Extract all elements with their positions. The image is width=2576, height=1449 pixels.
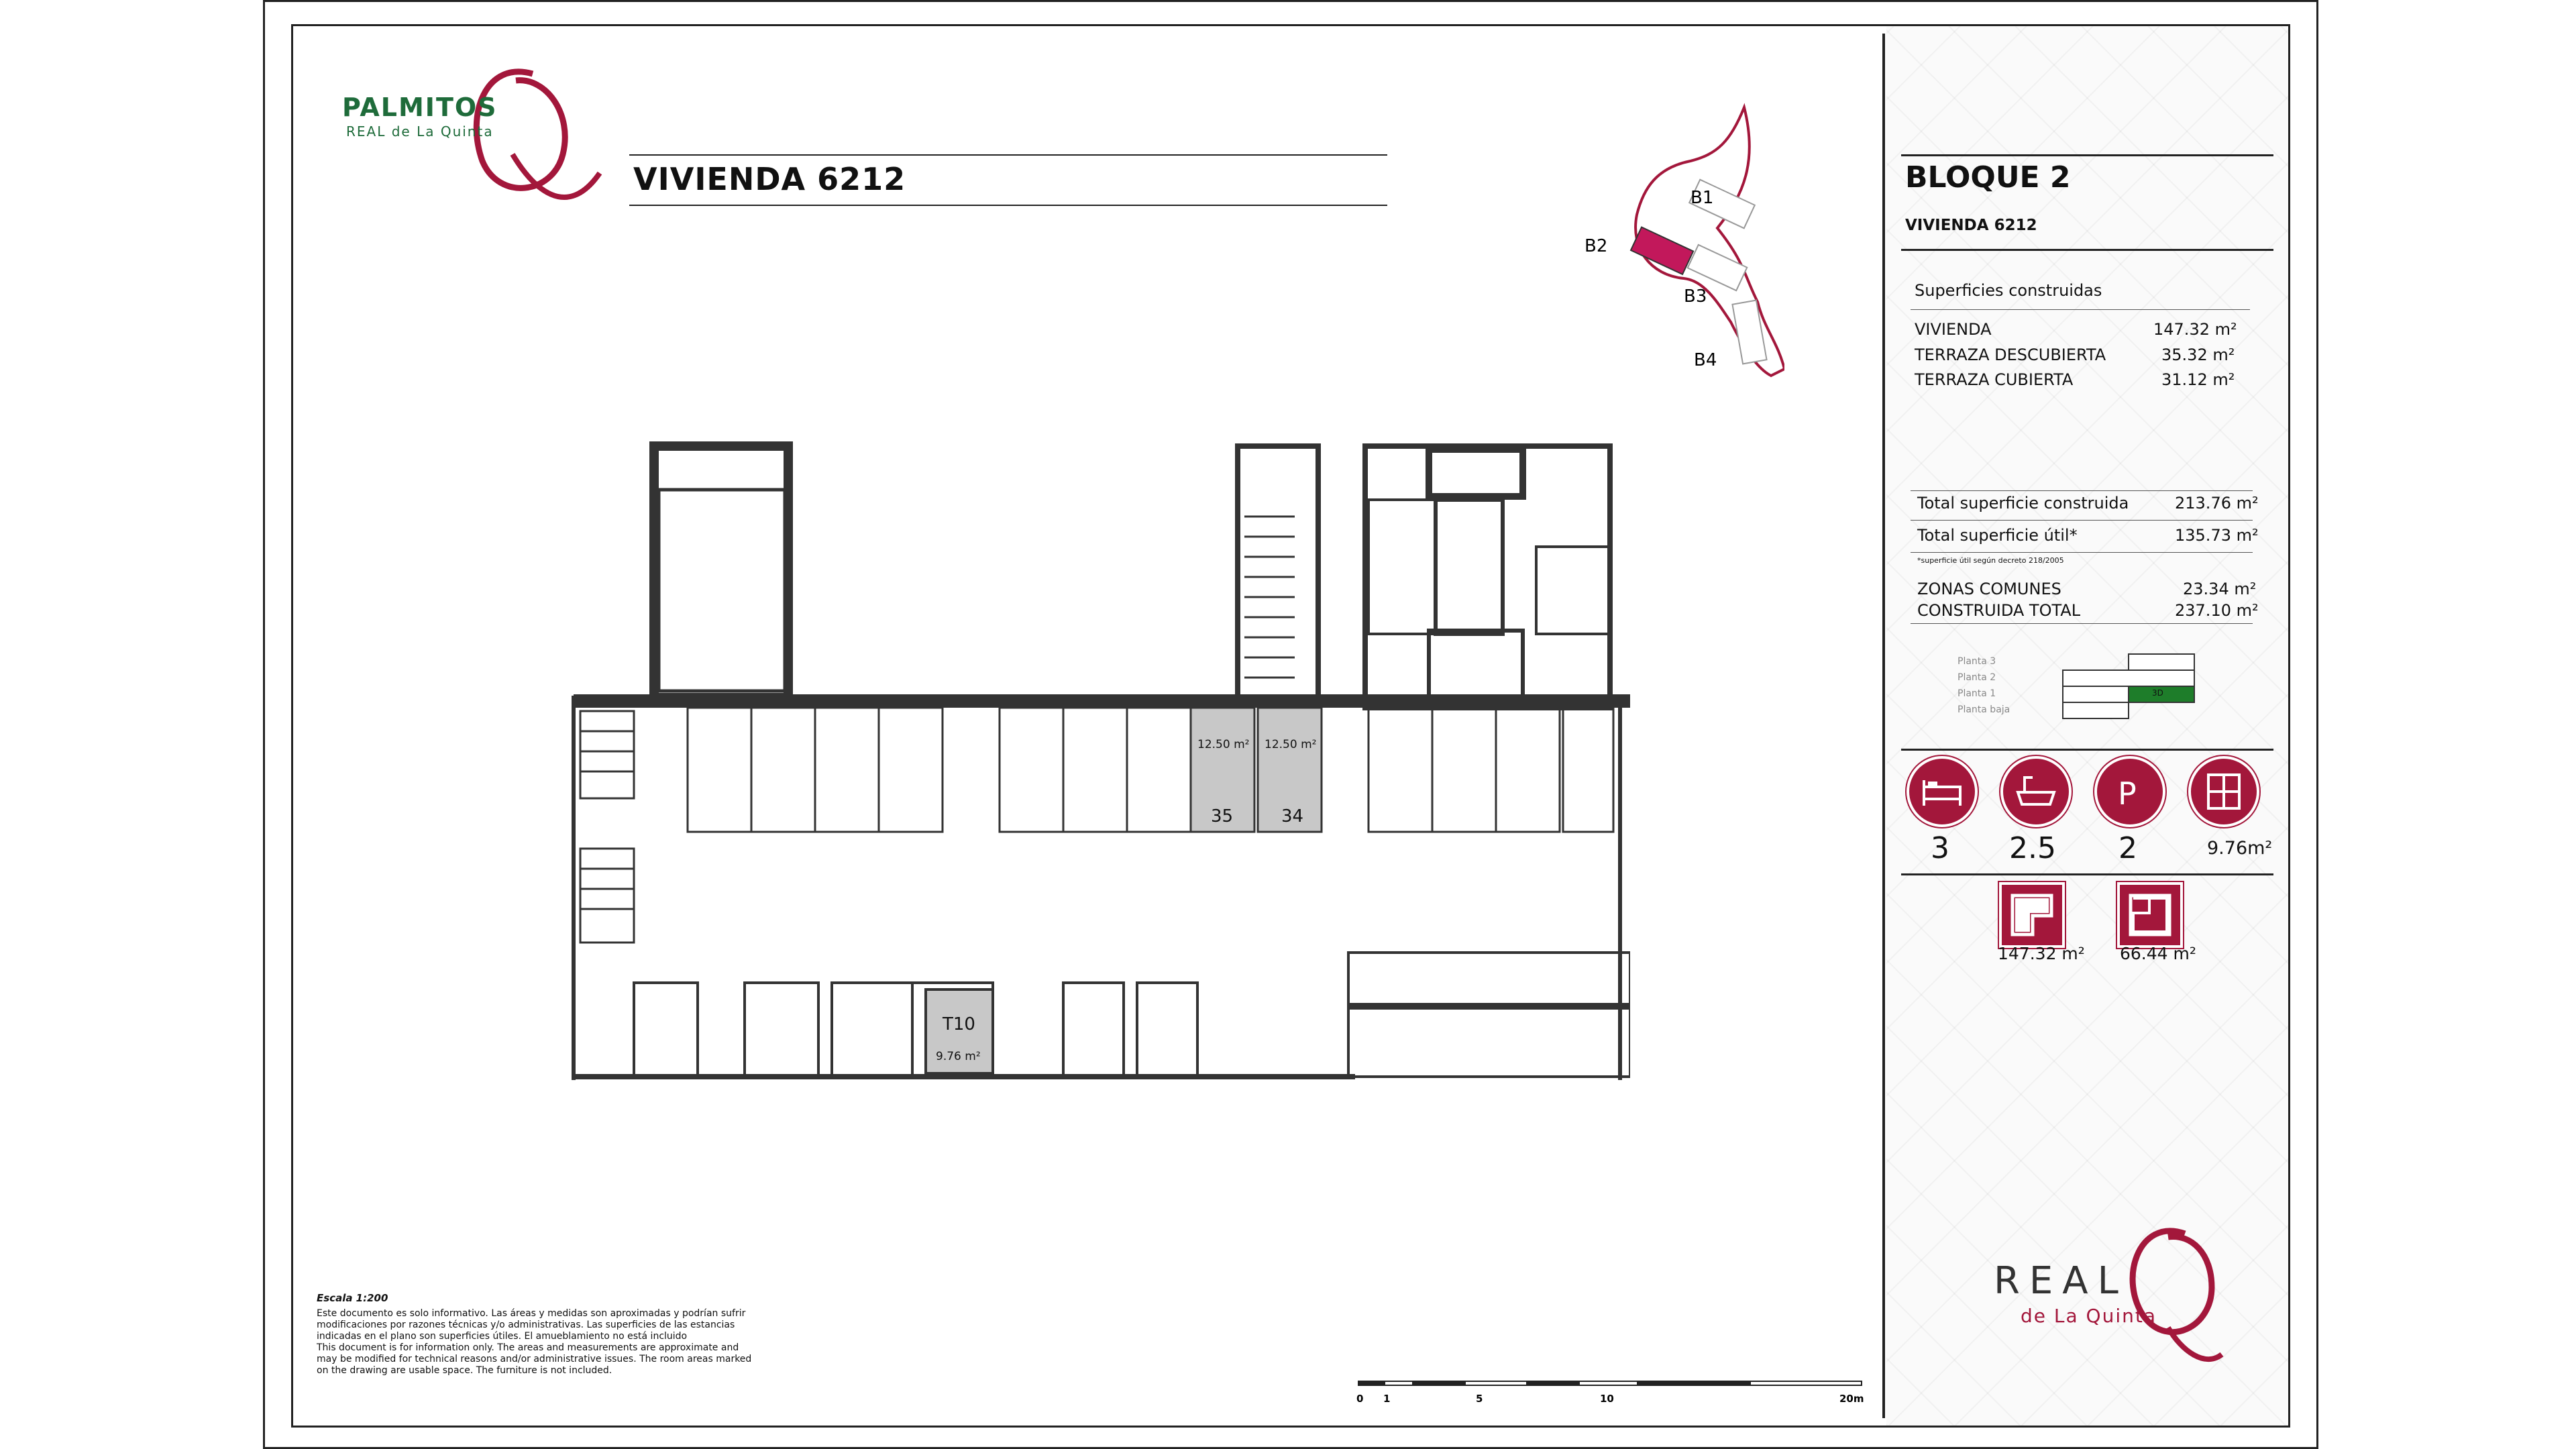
- disclaimer-line: on the drawing are usable space. The furniture is not included.: [317, 1365, 612, 1376]
- bath-icon: [2000, 756, 2072, 827]
- scale-tick-0: 0: [1356, 1393, 1364, 1405]
- storage-35-number: 35: [1211, 806, 1234, 826]
- plan-left-tower-room: [659, 490, 785, 691]
- site-label-b3: B3: [1684, 286, 1707, 307]
- trastero-label: T10: [943, 1014, 975, 1034]
- construida-rule: [1911, 623, 2253, 624]
- stats-rule-top: [1901, 749, 2273, 751]
- site-label-b2: B2: [1585, 236, 1608, 256]
- plan-stairs-a: [1244, 517, 1295, 678]
- disclaimer-line: Este documento es solo informativo. Las áreas y medidas son aproximadas y podrían sufrir: [317, 1308, 746, 1319]
- palmitos-subtitle: REAL de La Quinta: [346, 123, 494, 140]
- storage-icon: [2188, 756, 2259, 827]
- scale-tick-20m: 20m: [1839, 1393, 1864, 1405]
- palmitos-name: PALMITOS: [342, 93, 498, 122]
- surface-value: 35.32 m²: [2161, 345, 2235, 364]
- footnote: *superficie útil según decreto 218/2005: [1917, 556, 2064, 565]
- plan-main-outline: [574, 698, 1620, 1080]
- floor-label: Planta 1: [1957, 688, 1996, 699]
- plan-bottom-rooms: [634, 953, 1630, 1077]
- parking-icon: [2094, 756, 2165, 827]
- totals-rule-mid: [1911, 520, 2253, 521]
- plan-right-room-4: [1536, 547, 1610, 634]
- plan-right-room-3: [1436, 500, 1503, 634]
- scale-tick-10: 10: [1600, 1393, 1614, 1405]
- interior-area-value: 147.32 m²: [1998, 944, 2085, 963]
- scale-bar: [1355, 1379, 1878, 1419]
- svg-text:P: P: [2118, 775, 2137, 812]
- construida-total-value: 237.10 m²: [2175, 601, 2259, 620]
- real-logo-word: REAL: [1994, 1259, 2128, 1303]
- palmitos-logo: [331, 54, 606, 208]
- plan-right-room-1: [1429, 449, 1523, 496]
- floor-label: Planta baja: [1957, 704, 2010, 715]
- real-logo-sub: de La Quinta: [2021, 1305, 2157, 1327]
- floor-box-1: [2062, 686, 2129, 703]
- storage-35-area: 12.50 m²: [1197, 738, 1250, 751]
- floor-box-baja: [2062, 702, 2129, 719]
- floor-box-3: [2128, 653, 2195, 671]
- site-block-b4: [1732, 301, 1766, 364]
- total-construida-label: Total superficie construida: [1917, 494, 2129, 513]
- disclaimer-line: This document is for information only. The areas and measurements are approximate and: [317, 1342, 739, 1353]
- surface-value: 31.12 m²: [2161, 370, 2235, 389]
- floor-marker: 3D: [2152, 688, 2163, 698]
- disclaimer-line: may be modified for technical reasons and/or administrative issues. The room areas marked: [317, 1354, 752, 1364]
- trastero-area: 9.76 m²: [936, 1050, 981, 1063]
- superficies-rule: [1911, 309, 2250, 310]
- plan-right-building: [1365, 446, 1610, 708]
- site-label-b4: B4: [1694, 350, 1717, 370]
- info-sidebar: [1886, 26, 2288, 1426]
- total-util-value: 135.73 m²: [2175, 526, 2259, 545]
- vivienda-rule: [1901, 249, 2273, 251]
- storage-34-area: 12.50 m²: [1265, 738, 1317, 751]
- total-construida-value: 213.76 m²: [2175, 494, 2259, 513]
- title-rule-bottom: [629, 205, 1387, 206]
- page-title: VIVIENDA 6212: [633, 161, 906, 197]
- site-map: [1583, 101, 1784, 382]
- totals-rule-top: [1911, 490, 2253, 491]
- plan-stair-tower: [1238, 446, 1318, 698]
- scale-title: Escala 1:200: [317, 1292, 388, 1304]
- sidebar-divider: [1882, 34, 1885, 1418]
- plan-left-tower: [654, 446, 788, 698]
- zonas-comunes-label: ZONAS COMUNES: [1917, 580, 2061, 598]
- floor-label: Planta 2: [1957, 672, 1996, 683]
- scale-tick-1: 1: [1383, 1393, 1391, 1405]
- vivienda-subtitle: VIVIENDA 6212: [1905, 217, 2037, 234]
- interior-area-icon: [1999, 882, 2065, 948]
- surface-value: 147.32 m²: [2153, 320, 2237, 339]
- floor-box-2: [2062, 669, 2195, 687]
- construida-total-label: CONSTRUIDA TOTAL: [1917, 601, 2081, 620]
- surface-label: TERRAZA DESCUBIERTA: [1915, 345, 2106, 364]
- disclaimer: [317, 1308, 751, 1377]
- terrace-area-value: 66.44 m²: [2120, 944, 2196, 963]
- floor-indicator: [1886, 650, 2288, 731]
- stats-rule-bottom: [1901, 873, 2273, 875]
- total-util-label: Total superficie útil*: [1917, 526, 2078, 545]
- zonas-comunes-value: 23.34 m²: [2183, 580, 2257, 598]
- plan-right-room-5: [1429, 631, 1523, 704]
- superficies-title: Superficies construidas: [1915, 281, 2102, 300]
- bloque-rule-top: [1901, 154, 2273, 156]
- bathrooms-value: 2.5: [2009, 831, 2056, 865]
- plan-storage-row: [688, 708, 1613, 832]
- disclaimer-line: indicadas en el plano son superficies útiles. El amueblamiento no está incluido: [317, 1331, 688, 1342]
- floor-plan: [564, 436, 1630, 1080]
- terrace-area-icon: [2117, 882, 2183, 948]
- title-rule-top: [629, 154, 1387, 156]
- parking-value: 2: [2118, 831, 2137, 865]
- bloque-title: BLOQUE 2: [1905, 160, 2071, 195]
- surface-label: VIVIENDA: [1915, 320, 1992, 339]
- surface-label: TERRAZA CUBIERTA: [1915, 370, 2074, 389]
- storage-34-number: 34: [1281, 806, 1304, 826]
- totals-rule-bottom: [1911, 552, 2253, 553]
- plan-right-room-2: [1368, 500, 1436, 634]
- plan-stairs-b: [580, 711, 634, 943]
- site-label-b1: B1: [1690, 188, 1714, 208]
- scale-tick-5: 5: [1476, 1393, 1483, 1405]
- disclaimer-line: modificaciones por razones técnicas y/o administrativas. Las superficies de las estancias: [317, 1320, 735, 1330]
- bed-icon: [1907, 756, 1978, 827]
- bedrooms-value: 3: [1931, 831, 1949, 865]
- floor-label: Planta 3: [1957, 656, 1996, 667]
- storage-value: 9.76m²: [2207, 838, 2273, 859]
